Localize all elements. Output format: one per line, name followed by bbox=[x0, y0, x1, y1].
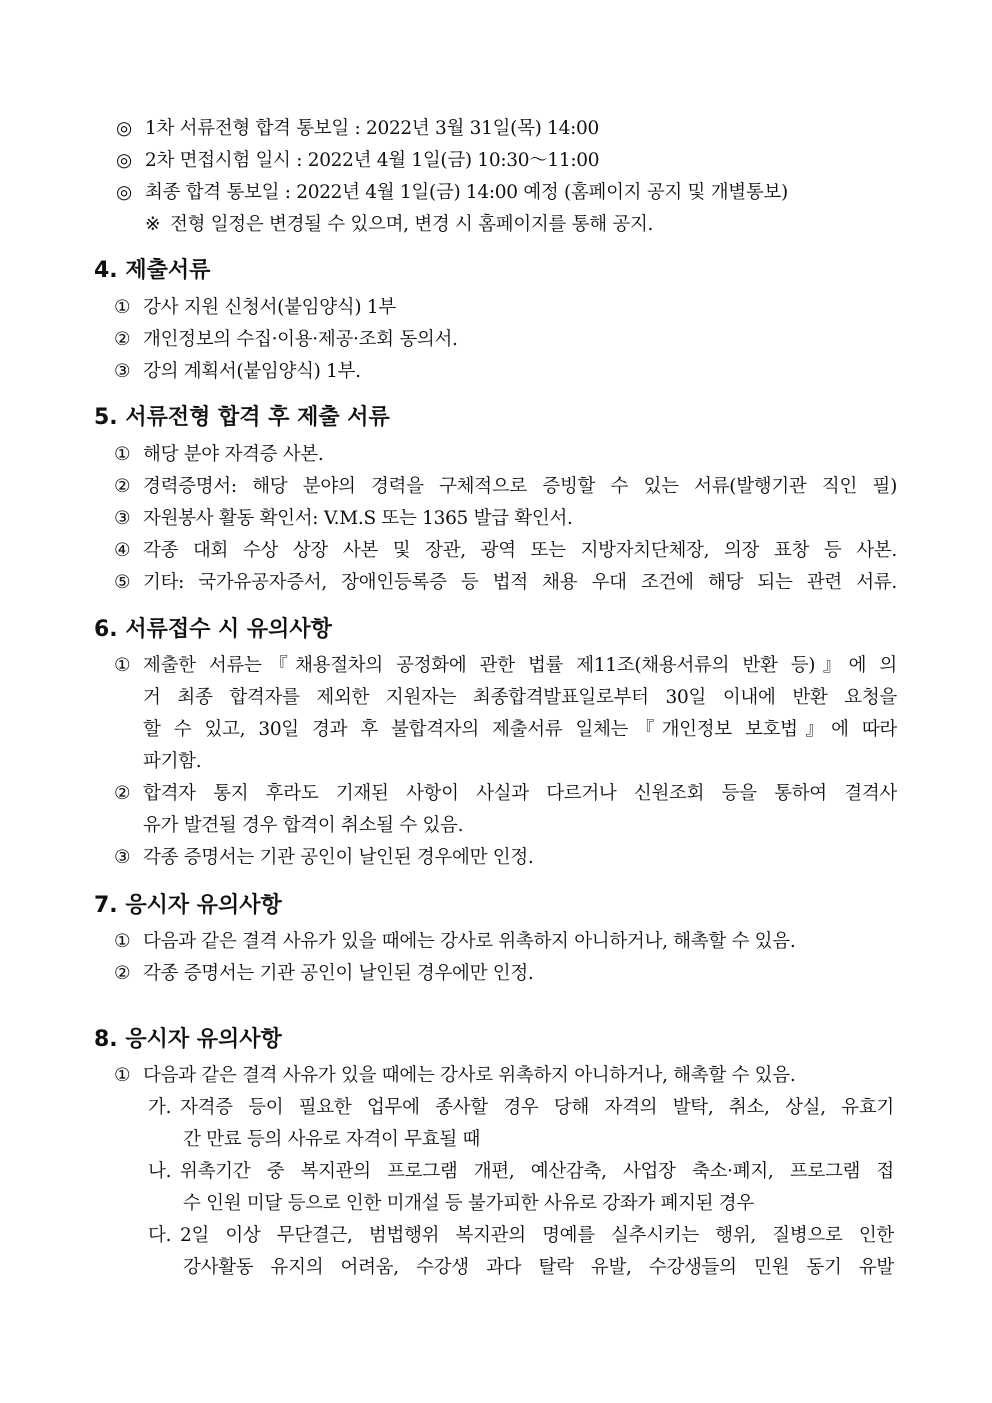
double-circle-bullet: ◎ bbox=[116, 150, 132, 171]
item-text: 다음과 같은 결격 사유가 있을 때에는 강사로 위촉하지 아니하거나, 해촉할 수 있음. bbox=[143, 931, 796, 952]
sub-item-marker: 다. bbox=[148, 1225, 172, 1246]
item-text: 각종 대회 수상 상장 사본 및 장관, 광역 또는 지방자치단체장, 의장 표창 등 사본. bbox=[143, 540, 897, 561]
sub-item-text: 자격증 등이 필요한 업무에 종사할 경우 당해 자격의 발탁, 취소, 상실, 유효기 bbox=[180, 1097, 894, 1118]
item-text: 할 수 있고, 30일 경과 후 불합격자의 제출서류 일체는『개인정보 보호법』에 따라 bbox=[143, 719, 897, 740]
item-text: 개인정보의 수집·이용·제공·조회 동의서. bbox=[143, 329, 458, 350]
item-text: 각종 증명서는 기관 공인이 날인된 경우에만 인정. bbox=[143, 963, 534, 984]
item-text: 기타: 국가유공자증서, 장애인등록증 등 법적 채용 우대 조건에 해당 되는 관련 서류. bbox=[143, 572, 897, 593]
item-number: ① bbox=[114, 297, 131, 318]
section-7-title: 7. 응시자 유의사항 bbox=[94, 893, 282, 918]
item-text: 제출한 서류는『채용절차의 공정화에 관한 법률 제11조(채용서류의 반환 등)』에 의 bbox=[143, 655, 897, 676]
sub-item-text: 강사활동 유지의 어려움, 수강생 과다 탈락 유발, 수강생들의 민원 동기 유발 bbox=[183, 1257, 894, 1278]
item-number: ④ bbox=[114, 540, 131, 561]
item-text: 파기함. bbox=[143, 751, 202, 772]
schedule-text: 1차 서류전형 합격 통보일 : 2022년 3월 31일(목) 14:00 bbox=[145, 118, 599, 139]
item-number: ① bbox=[114, 444, 131, 465]
double-circle-bullet: ◎ bbox=[116, 182, 132, 203]
item-number: ② bbox=[114, 783, 131, 804]
item-number: ② bbox=[114, 963, 131, 984]
section-8-title: 8. 응시자 유의사항 bbox=[94, 1027, 282, 1052]
item-text: 자원봉사 활동 확인서: V.M.S 또는 1365 발급 확인서. bbox=[143, 508, 573, 529]
item-number: ③ bbox=[114, 847, 131, 868]
sub-item-marker: 나. bbox=[148, 1161, 172, 1182]
sub-item-marker: 가. bbox=[148, 1097, 172, 1118]
sub-item-text: 수 인원 미달 등으로 인한 미개설 등 불가피한 사유로 강좌가 폐지된 경우 bbox=[183, 1193, 754, 1214]
item-number: ① bbox=[114, 1065, 131, 1086]
schedule-text: 2차 면접시험 일시 : 2022년 4월 1일(금) 10:30～11:00 bbox=[145, 150, 600, 171]
sub-item-text: 간 만료 등의 사유로 자격이 무효될 때 bbox=[183, 1129, 481, 1150]
item-text: 다음과 같은 결격 사유가 있을 때에는 강사로 위촉하지 아니하거나, 해촉할 수 있음. bbox=[143, 1065, 796, 1086]
item-text: 해당 분야 자격증 사본. bbox=[143, 444, 324, 465]
item-number: ① bbox=[114, 655, 131, 676]
item-number: ② bbox=[114, 329, 131, 350]
schedule-note-text: 전형 일정은 변경될 수 있으며, 변경 시 홈페이지를 통해 공지. bbox=[170, 214, 654, 235]
item-text: 강의 계획서(붙임양식) 1부. bbox=[143, 361, 361, 382]
item-text: 거 최종 합격자를 제외한 지원자는 최종합격발표일로부터 30일 이내에 반환 요청을 bbox=[143, 687, 897, 708]
item-number: ② bbox=[114, 476, 131, 497]
sub-item-text: 위촉기간 중 복지관의 프로그램 개편, 예산감축, 사업장 축소·폐지, 프로그램 접 bbox=[180, 1161, 894, 1182]
item-text: 경력증명서: 해당 분야의 경력을 구체적으로 증빙할 수 있는 서류(발행기관 직인 필) bbox=[143, 476, 897, 497]
item-text: 합격자 통지 후라도 기재된 사항이 사실과 다르거나 신원조회 등을 통하여 결격사 bbox=[143, 783, 897, 804]
section-5-title: 5. 서류전형 합격 후 제출 서류 bbox=[94, 405, 390, 430]
double-circle-bullet: ◎ bbox=[116, 118, 132, 139]
section-6-title: 6. 서류접수 시 유의사항 bbox=[94, 617, 332, 642]
item-number: ③ bbox=[114, 361, 131, 382]
schedule-text: 최종 합격 통보일 : 2022년 4월 1일(금) 14:00 예정 (홈페이지 공지 및 개별통보) bbox=[145, 182, 788, 203]
item-text: 강사 지원 신청서(붙임양식) 1부 bbox=[143, 297, 396, 318]
reference-mark: ※ bbox=[145, 214, 161, 235]
item-number: ⑤ bbox=[114, 572, 131, 593]
sub-item-text: 2일 이상 무단결근, 범법행위 복지관의 명예를 실추시키는 행위, 질병으로 인한 bbox=[180, 1225, 894, 1246]
item-number: ③ bbox=[114, 508, 131, 529]
item-text: 각종 증명서는 기관 공인이 날인된 경우에만 인정. bbox=[143, 847, 534, 868]
section-4-title: 4. 제출서류 bbox=[94, 258, 211, 283]
item-text: 유가 발견될 경우 합격이 취소될 수 있음. bbox=[143, 815, 464, 836]
item-number: ① bbox=[114, 931, 131, 952]
